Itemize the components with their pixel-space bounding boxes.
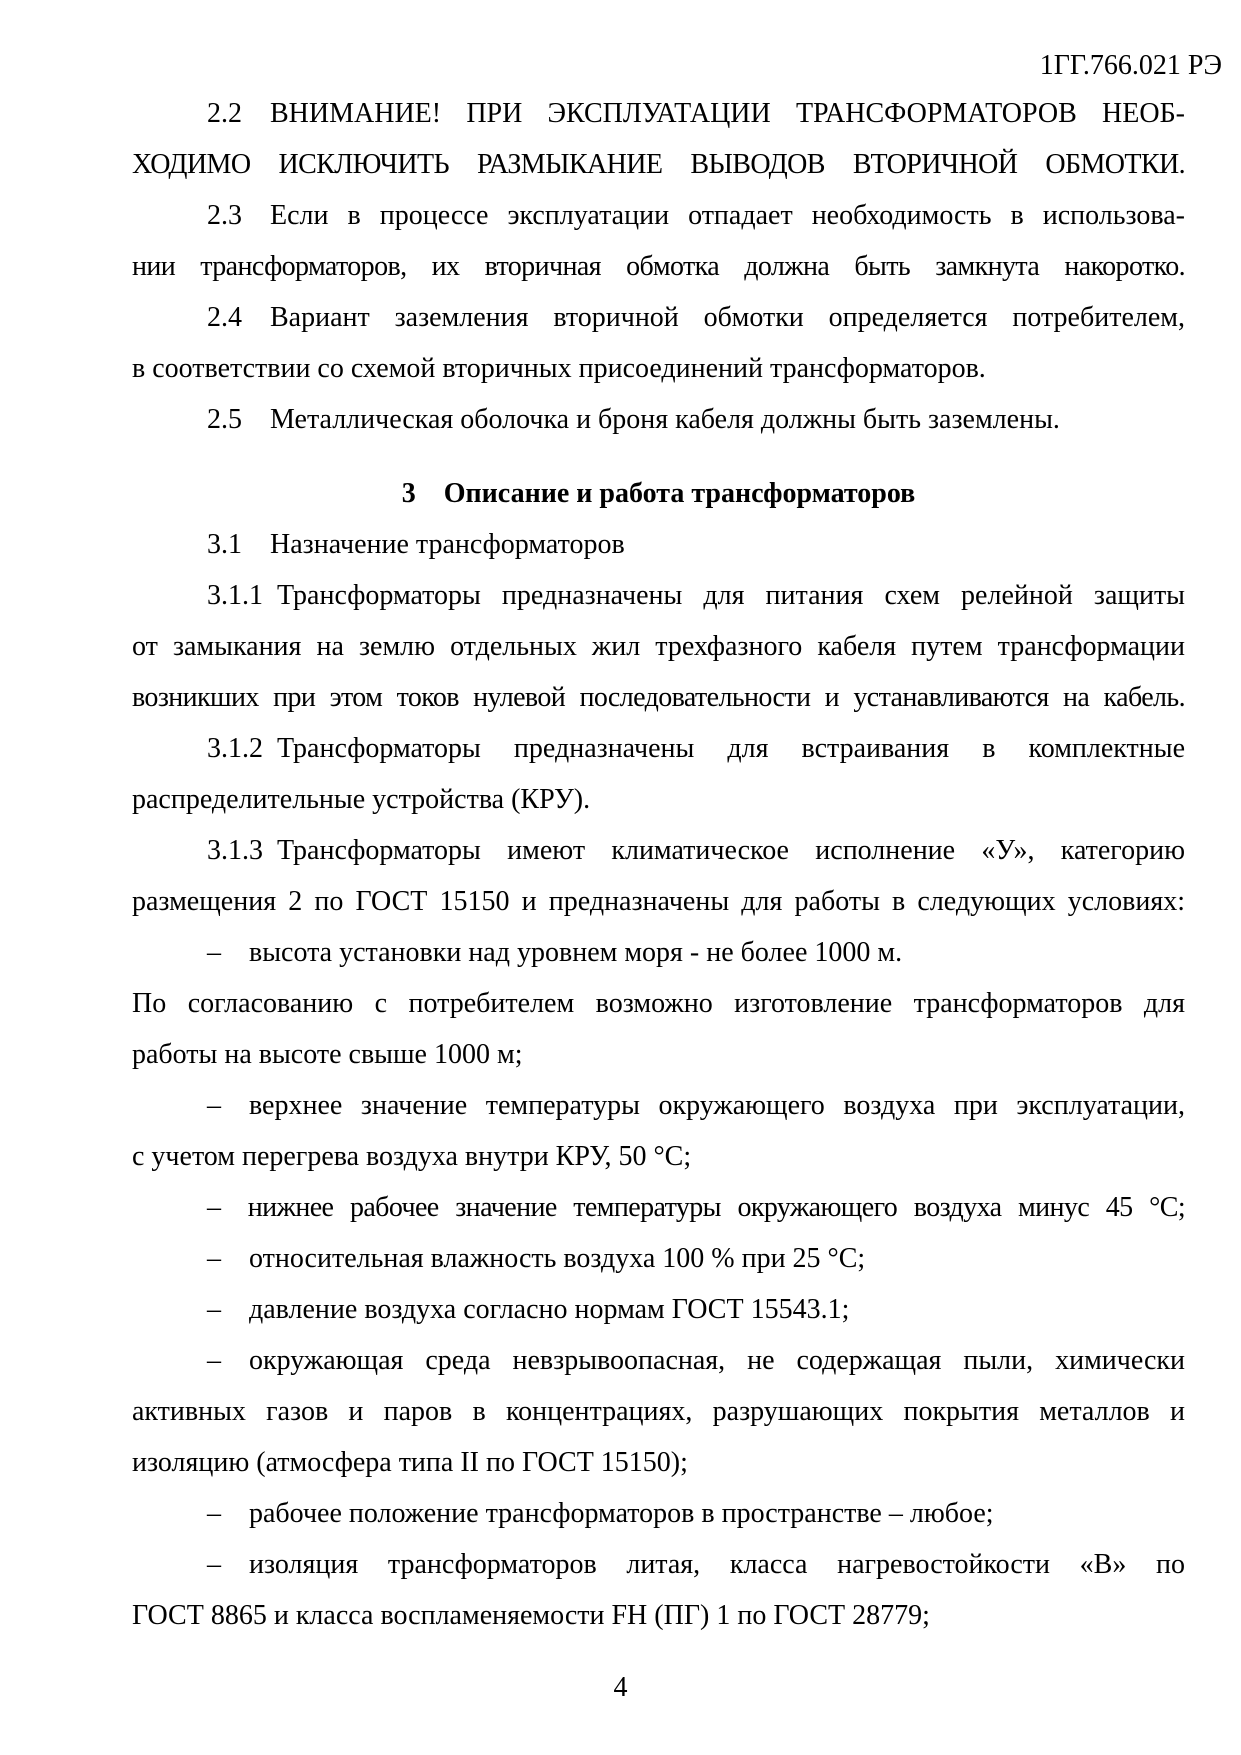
- text-line: – верхнее значение температуры окружающего воздуха при эксплуатации,: [207, 1090, 1185, 1121]
- text-line: – давление воздуха согласно нормам ГОСТ 15543.1;: [207, 1294, 850, 1325]
- section-heading: 3 Описание и работа трансформаторов: [401, 478, 916, 509]
- text-line: 2.4 Вариант заземления вторичной обмотки определяется потребителем,: [207, 302, 1185, 333]
- text-line: 2.3 Если в процессе эксплуатации отпадает необходимость в использова-: [207, 200, 1185, 231]
- text-line: – рабочее положение трансформаторов в пространстве – любое;: [207, 1498, 994, 1529]
- text-line: – высота установки над уровнем моря - не более 1000 м.: [207, 937, 903, 968]
- text-line: 3.1.1 Трансформаторы предназначены для питания схем релейной защиты: [207, 580, 1185, 611]
- text-line: активных газов и паров в концентрациях, разрушающих покрытия металлов и: [132, 1396, 1185, 1427]
- text-line: нии трансформаторов, их вторичная обмотка должна быть замкнута накоротко.: [132, 251, 1185, 282]
- text-line: с учетом перегрева воздуха внутри КРУ, 50 °С;: [132, 1141, 692, 1172]
- text-line: 2.5 Металлическая оболочка и броня кабеля должны быть заземлены.: [207, 404, 1060, 435]
- page-number: 4: [613, 1672, 628, 1703]
- text-line: По согласованию с потребителем возможно изготовление трансформаторов для: [132, 988, 1185, 1019]
- text-line: – изоляция трансформаторов литая, класса нагревостойкости «В» по: [207, 1549, 1185, 1580]
- text-line: в соответствии со схемой вторичных присоединений трансформаторов.: [132, 353, 986, 384]
- text-line: – нижнее рабочее значение температуры окружающего воздуха минус 45 °С;: [207, 1192, 1185, 1223]
- text-line: ГОСТ 8865 и класса воспламеняемости FH (ПГ) 1 по ГОСТ 28779;: [132, 1600, 930, 1631]
- document-body: [132, 88, 1185, 1641]
- text-line: возникших при этом токов нулевой последовательности и устанавливаются на кабель.: [132, 682, 1185, 713]
- text-line: 3.1.3 Трансформаторы имеют климатическое исполнение «У», категорию: [207, 835, 1185, 866]
- text-line: 3.1 Назначение трансформаторов: [207, 529, 625, 560]
- text-line: ХОДИМО ИСКЛЮЧИТЬ РАЗМЫКАНИЕ ВЫВОДОВ ВТОРИЧНОЙ ОБМОТКИ.: [132, 149, 1185, 180]
- text-line: от замыкания на землю отдельных жил трехфазного кабеля путем трансформации: [132, 631, 1185, 662]
- text-line: работы на высоте свыше 1000 м;: [132, 1039, 523, 1070]
- text-line: 3.1.2 Трансформаторы предназначены для встраивания в комплектные: [207, 733, 1185, 764]
- text-line: распределительные устройства (КРУ).: [132, 784, 591, 815]
- text-line: размещения 2 по ГОСТ 15150 и предназначены для работы в следующих условиях:: [132, 886, 1185, 917]
- text-line: изоляцию (атмосфера типа II по ГОСТ 15150);: [132, 1447, 688, 1478]
- document-code: 1ГГ.766.021 РЭ: [1039, 50, 1222, 81]
- text-line: 2.2 ВНИМАНИЕ! ПРИ ЭКСПЛУАТАЦИИ ТРАНСФОРМАТОРОВ НЕОБ-: [207, 98, 1185, 129]
- text-line: – окружающая среда невзрывоопасная, не содержащая пыли, химически: [207, 1345, 1185, 1376]
- text-line: – относительная влажность воздуха 100 % при 25 °С;: [207, 1243, 866, 1274]
